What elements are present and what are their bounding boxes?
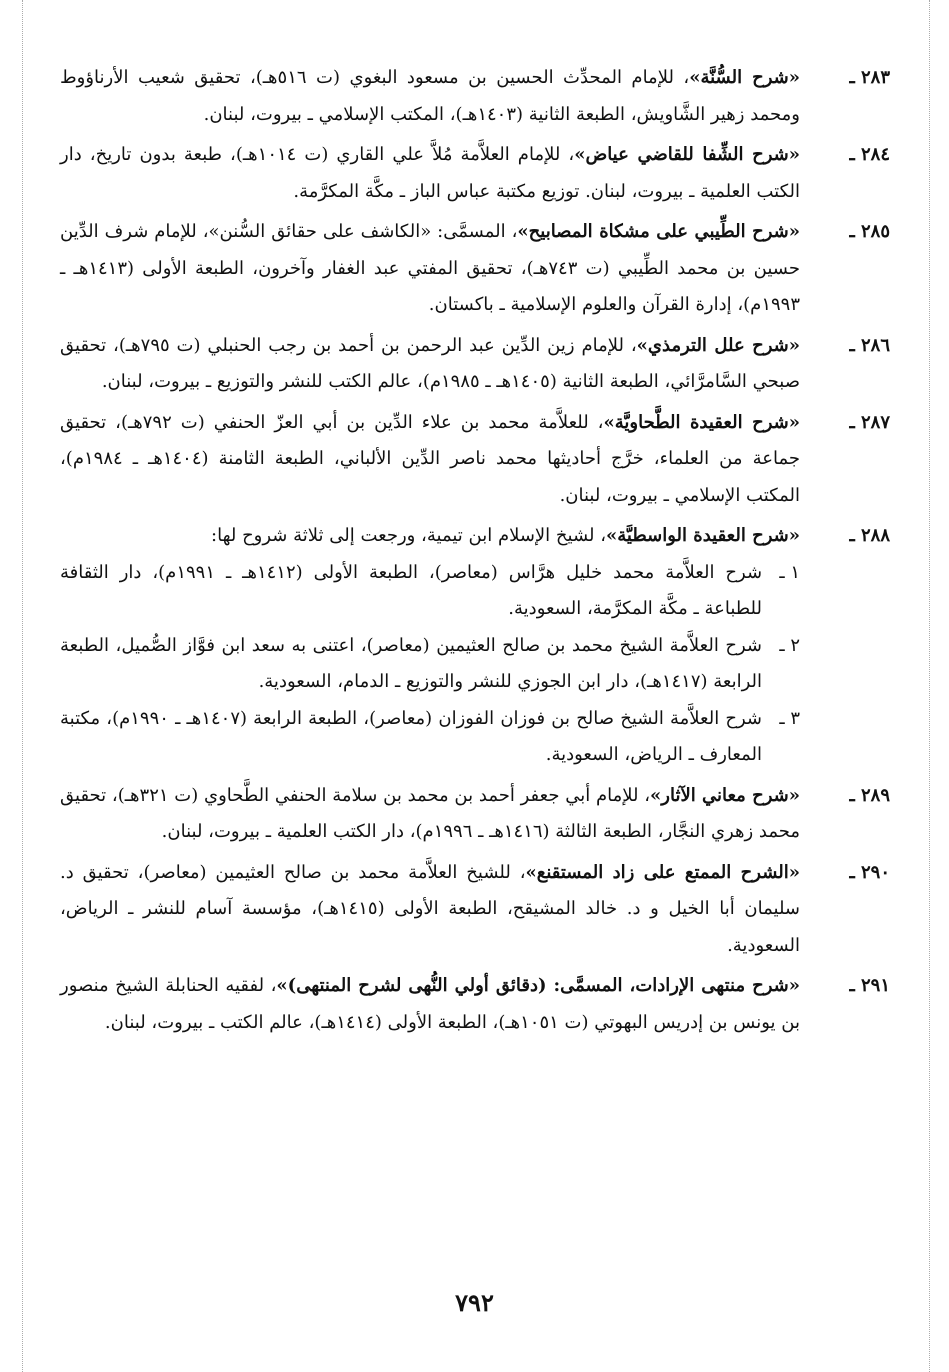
- entry-body: [60, 328, 800, 401]
- entry-text: ، للعلاَّمة محمد بن علاء الدِّين بن أبي العزّ الحنفي (ت ٧٩٢هـ)، تحقيق جماعة من العلماء، خرَّج أحاديثها محمد ناصر الدِّين الألباني، الطبعة الثامنة (١٤٠٤هـ ـ ١٩٨٤م)، المكتب الإسلامي ـ بيروت، لبنان.: [60, 411, 800, 506]
- entry-text: ، للشيخ العلاَّمة محمد بن صالح العثيمين (معاصر)، تحقيق د. سليمان أبا الخيل و د. خالد المشيقح، الطبعة الأولى (١٤١٥هـ)، مؤسسة آسام للنشر ـ الرياض، السعودية.: [60, 861, 800, 956]
- commentary-item: [60, 555, 800, 628]
- entry-title: «الشرح الممتع على زاد المستقنع»: [525, 861, 800, 883]
- bibliography-entry: [60, 518, 890, 774]
- bibliography-entry: [60, 214, 890, 324]
- entry-text: ، المسمَّى: «الكاشف على حقائق السُّنن»، للإمام شرف الدِّين حسين بن محمد الطِّيبي (ت ٧٤٣هـ)، تحقيق المفتي عبد الغفار وآخرون، الطبعة الأولى (١٤١٣هـ ـ ١٩٩٣م)، إدارة القرآن والعلوم الإسلامية ـ باكستان.: [60, 221, 800, 315]
- entry-title: «شرح السُّنَّة»: [689, 67, 800, 88]
- entry-text: ، لشيخ الإسلام ابن تيمية، ورجعت إلى ثلاثة شروح لها:: [211, 525, 607, 546]
- entry-number: ٢٨٣ ـ: [849, 67, 890, 88]
- entry-body: [60, 968, 800, 1041]
- commentary-item: [60, 701, 800, 774]
- commentary-number: ٢ ـ: [779, 634, 800, 656]
- commentary-item: [60, 628, 800, 701]
- entry-title: «شرح منتهى الإرادات، المسمَّى: (دقائق أولي النُّهى لشرح المنتهى)»: [276, 975, 800, 996]
- entry-number: ٢٨٧ ـ: [849, 411, 890, 433]
- bibliography-entry: [60, 60, 890, 133]
- commentary-text: شرح العلاَّمة محمد خليل هرَّاس (معاصر)، الطبعة الأولى (١٤١٢هـ ـ ١٩٩١م)، دار الثقافة للطباعة ـ مكَّة المكرَّمة، السعودية.: [60, 561, 763, 619]
- entry-text: ، للإمام العلاَّمة مُلاَّ علي القاري (ت ١٠١٤هـ)، طبعة بدون تاريخ، دار الكتب العلمية ـ بيروت، لبنان. توزيع مكتبة عباس الباز ـ مكَّة المكرَّمة.: [60, 144, 800, 202]
- page-number: ٧٩٢: [455, 1288, 494, 1317]
- bibliography-entry: [60, 855, 890, 965]
- entry-number: ٢٨٤ ـ: [849, 144, 890, 165]
- entry-title: «شرح العقيدة الطَّحاويَّة»: [603, 411, 800, 433]
- entry-text: ، للإمام المحدِّث الحسين بن مسعود البغوي (ت ٥١٦هـ)، تحقيق شعيب الأرناؤوط ومحمد زهير الشَّاويش، الطبعة الثانية (١٤٠٣هـ)، المكتب الإسلامي ـ بيروت، لبنان.: [60, 67, 800, 125]
- entry-body: [60, 778, 800, 851]
- entry-number: ٢٨٨ ـ: [849, 525, 890, 546]
- entry-number: ٢٨٥ ـ: [849, 221, 890, 242]
- entry-body: [60, 518, 800, 774]
- entry-title: «شرح العقيدة الواسطيَّة»: [606, 525, 800, 546]
- entry-title: «شرح معاني الآثار»: [650, 784, 800, 806]
- entry-title: «شرح الطِّيبي على مشكاة المصابيح»: [517, 221, 800, 242]
- entry-number: ٢٩١ ـ: [849, 975, 890, 996]
- bibliography-entry: [60, 328, 890, 401]
- entry-number: ٢٩٠ ـ: [849, 861, 890, 883]
- commentary-text: شرح العلاَّمة الشيخ محمد بن صالح العثيمين (معاصر)، اعتنى به سعد ابن فوَّاز الصُّميل، الطبعة الرابعة (١٤١٧هـ)، دار ابن الجوزي للنشر والتوزيع ـ الدمام، السعودية.: [60, 634, 762, 692]
- entry-body: [60, 405, 800, 515]
- margin-guide-line: [929, 0, 930, 1372]
- entry-text: ، لفقيه الحنابلة الشيخ منصور بن يونس بن إدريس البهوتي (ت ١٠٥١هـ)، الطبعة الأولى (١٤١٤هـ)، عالم الكتب ـ بيروت، لبنان.: [60, 975, 800, 1033]
- entry-body: [60, 60, 800, 133]
- bibliography-entry: [60, 778, 890, 851]
- bibliography-entry: [60, 405, 890, 515]
- entry-text: ، للإمام زين الدِّين عبد الرحمن بن أحمد بن رجب الحنبلي (ت ٧٩٥هـ)، تحقيق صبحي السَّامرَّائي، الطبعة الثانية (١٤٠٥هـ ـ ١٩٨٥م)، عالم الكتب للنشر والتوزيع ـ بيروت، لبنان.: [60, 334, 800, 392]
- margin-guide-line: [22, 0, 23, 1372]
- commentary-number: ٣ ـ: [779, 707, 800, 729]
- entry-text: ، للإمام أبي جعفر أحمد بن محمد بن سلامة الحنفي الطَّحاوي (ت ٣٢١هـ)، تحقيق محمد زهري النجَّار، الطبعة الثالثة (١٤١٦هـ ـ ١٩٩٦م)، دار الكتب العلمية ـ بيروت، لبنان.: [60, 784, 800, 842]
- entry-body: [60, 214, 800, 324]
- commentary-text: شرح العلاَّمة الشيخ صالح بن فوزان الفوزان (معاصر)، الطبعة الرابعة (١٤٠٧هـ ـ ١٩٩٠م)، مكتبة المعارف ـ الرياض، السعودية.: [60, 707, 763, 765]
- entry-title: «شرح الشِّفا للقاضي عياض»: [574, 144, 801, 165]
- bibliography-list: [60, 60, 890, 1045]
- entry-body: [60, 137, 800, 210]
- entry-number: ٢٨٩ ـ: [849, 784, 890, 806]
- bibliography-entry: [60, 137, 890, 210]
- entry-number: ٢٨٦ ـ: [849, 334, 890, 356]
- bibliography-entry: [60, 968, 890, 1041]
- entry-title: «شرح علل الترمذي»: [636, 334, 800, 356]
- commentary-number: ١ ـ: [779, 561, 800, 583]
- entry-body: [60, 855, 800, 965]
